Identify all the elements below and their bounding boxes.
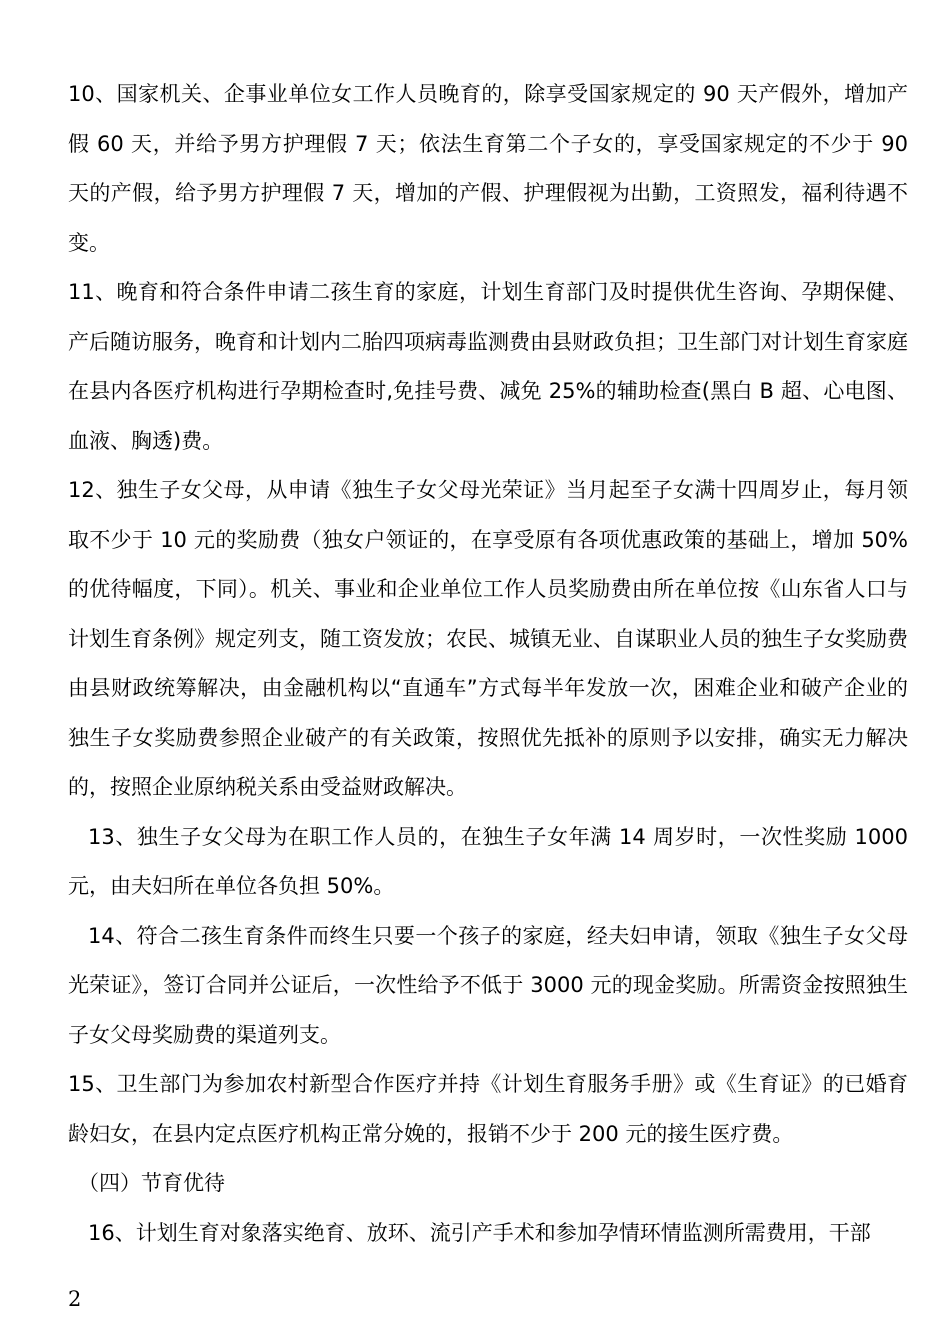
- paragraph-10: 10、国家机关、企事业单位女工作人员晚育的，除享受国家规定的 90 天产假外，增加产假 60 天，并给予男方护理假 7 天；依法生育第二个子女的，享受国家规定的不少于 90 天的产假，给予男方护理假 7 天，增加的产假、护理假视为出勤，工资照发，福利待遇不变。: [68, 82, 908, 255]
- document-body: [68, 70, 908, 1258]
- paragraph-15: 15、卫生部门为参加农村新型合作医疗并持《计划生育服务手册》或《生育证》的已婚育龄妇女，在县内定点医疗机构正常分娩的，报销不少于 200 元的接生医疗费。: [68, 1072, 908, 1146]
- page-number: 2: [68, 1287, 82, 1311]
- section-heading-birth-control-benefits: （四）节育优待: [78, 1171, 225, 1195]
- paragraph-12: 12、独生子女父母，从申请《独生子女父母光荣证》当月起至子女满十四周岁止，每月领取不少于 10 元的奖励费（独女户领证的，在享受原有各项优惠政策的基础上，增加 50%的优待幅度，下同）。机关、事业和企业单位工作人员奖励费由所在单位按《山东省人口与计划生育条例》规定列支，随工资发放；农民、城镇无业、自谋职业人员的独生子女奖励费由县财政统筹解决，由金融机构以“直通车”方式每半年发放一次，困难企业和破产企业的独生子女奖励费参照企业破产的有关政策，按照优先抵补的原则予以安排，确实无力解决的，按照企业原纳税关系由受益财政解决。: [68, 478, 908, 799]
- paragraph-14: 14、符合二孩生育条件而终生只要一个孩子的家庭，经夫妇申请，领取《独生子女父母光荣证》，签订合同并公证后，一次性给予不低于 3000 元的现金奖励。所需资金按照独生子女父母奖励费的渠道列支。: [68, 923, 908, 1047]
- paragraph-11: 11、晚育和符合条件申请二孩生育的家庭，计划生育部门及时提供优生咨询、孕期保健、产后随访服务，晚育和计划内二胎四项病毒监测费由县财政负担；卫生部门对计划生育家庭在县内各医疗机构进行孕期检查时,免挂号费、减免 25%的辅助检查(黑白 B 超、心电图、血液、胸透)费。: [68, 280, 908, 453]
- paragraph-13: 13、独生子女父母为在职工作人员的，在独生子女年满 14 周岁时，一次性奖励 1000 元，由夫妇所在单位各负担 50%。: [68, 824, 908, 898]
- paragraph-16: 16、计划生育对象落实绝育、放环、流引产手术和参加孕情环情监测所需费用，干部: [88, 1220, 871, 1245]
